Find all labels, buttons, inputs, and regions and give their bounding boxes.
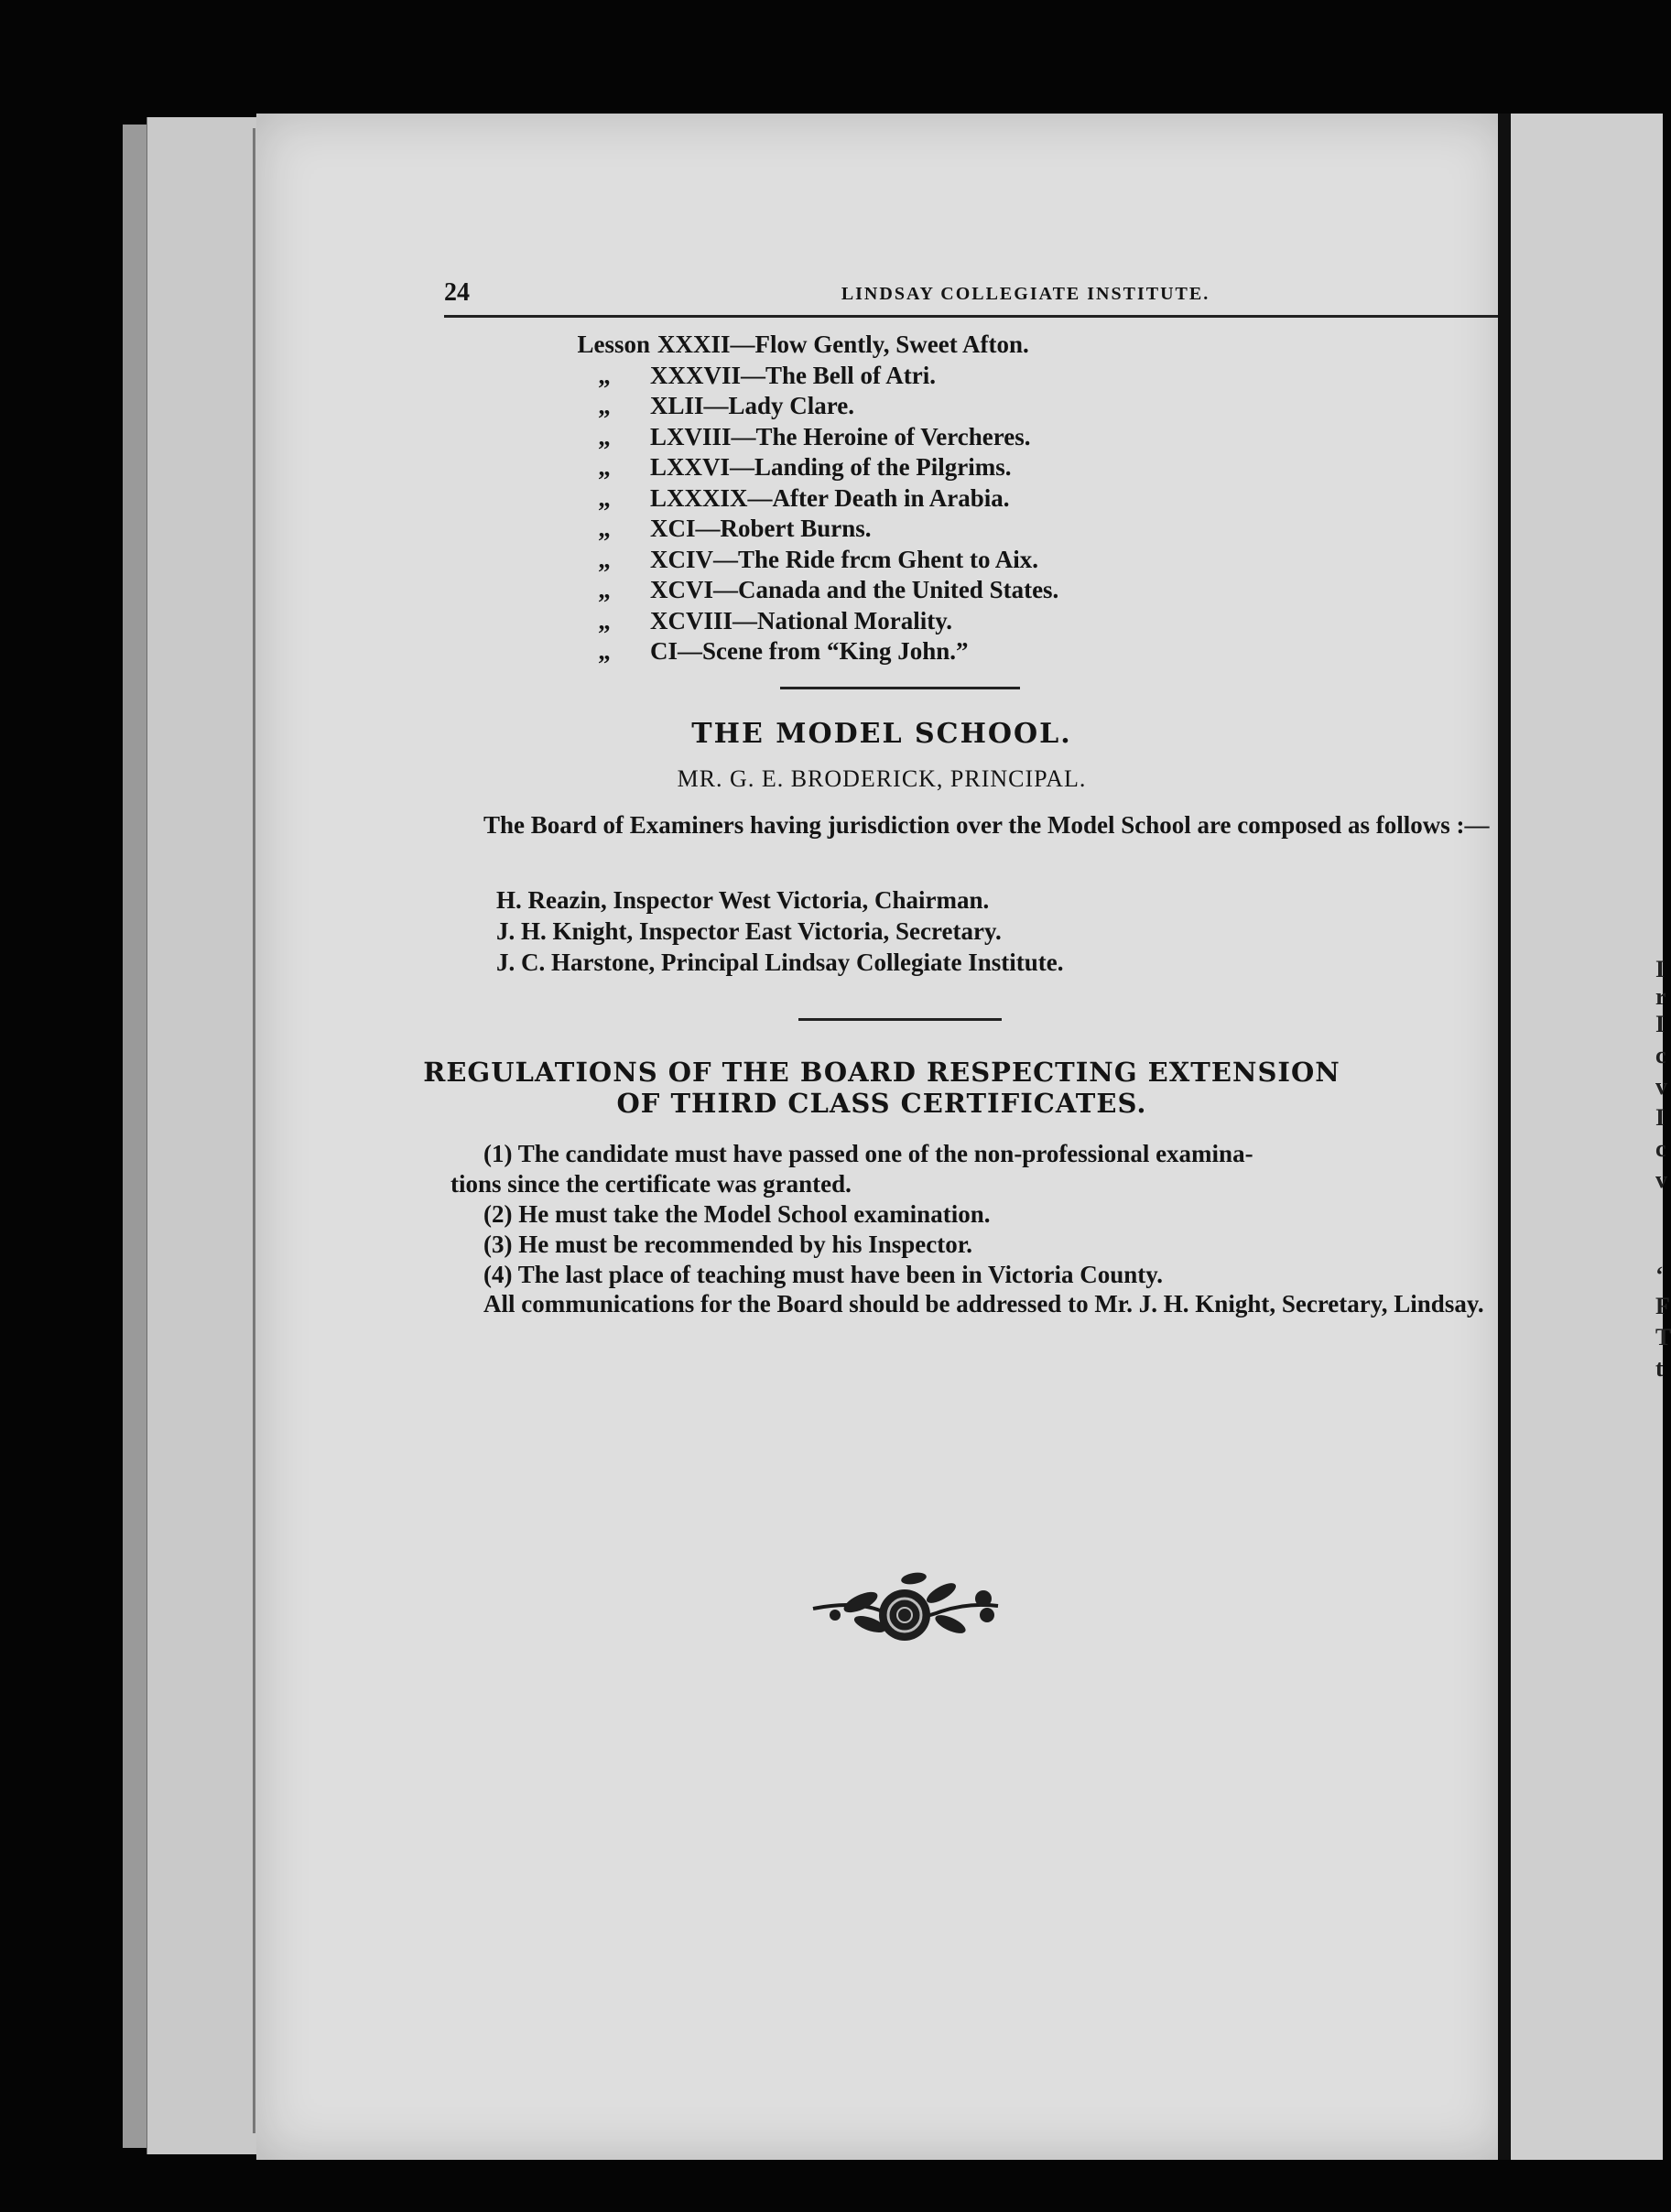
facing-page-edge <box>1511 114 1671 2160</box>
regulation-item: (3) He must be recommended by his Inspector. <box>483 1231 972 1258</box>
board-member: J. C. Harstone, Principal Lindsay Collegiate Institute. <box>496 949 1064 976</box>
lesson-title: LXXXIX—After Death in Arabia. <box>650 483 1010 512</box>
facing-page-fragment: F <box>1655 1293 1670 1319</box>
ditto-mark: „ <box>598 515 611 542</box>
regulations-heading <box>256 1057 1507 1119</box>
regulation-item-continued: tions since the certificate was granted. <box>450 1170 852 1198</box>
page-stack-edge-inner <box>146 117 257 2154</box>
lesson-item <box>559 575 1058 606</box>
lesson-item <box>559 422 1058 453</box>
page-stack-edge <box>123 125 148 2148</box>
page-number: 24 <box>444 278 470 307</box>
lesson-title: XCI—Robert Burns. <box>650 515 872 542</box>
lesson-item <box>559 330 1058 361</box>
facing-page-fragment: c <box>1655 1042 1666 1068</box>
regulations-heading-line: OF THIRD CLASS CERTIFICATES. <box>616 1088 1147 1119</box>
section-divider <box>780 687 1020 689</box>
regulation-item: (1) The candidate must have passed one of the non-professional examina- <box>483 1140 1253 1167</box>
regulations-list <box>450 1139 1613 1290</box>
closing-paragraph: All communications for the Board should be addressed to Mr. J. H. Knight, Secretary, Lindsay. <box>483 1290 1484 1317</box>
lesson-item <box>559 483 1058 515</box>
ditto-mark: „ <box>598 361 611 389</box>
page-fold-line <box>253 128 255 2133</box>
ditto-mark: „ <box>598 606 611 634</box>
ditto-mark: „ <box>598 637 611 665</box>
lesson-prefix: Lesson <box>577 331 650 358</box>
ditto-mark: „ <box>598 576 611 603</box>
lesson-item <box>559 452 1058 483</box>
facing-page-fragment: I <box>1655 956 1666 982</box>
ditto-mark: „ <box>598 545 611 573</box>
lesson-title: CI—Scene from “King John.” <box>650 637 969 665</box>
regulations-heading-line: REGULATIONS OF THE BOARD RESPECTING EXTENSION <box>423 1057 1340 1088</box>
facing-page-fragment: v <box>1655 1073 1667 1100</box>
facing-page-fragment: I <box>1655 1011 1666 1037</box>
lesson-item <box>559 391 1058 422</box>
principal-line: MR. G. E. BRODERICK, PRINCIPAL. <box>677 765 1087 792</box>
lesson-title: LXXVI—Landing of the Pilgrims. <box>650 453 1012 481</box>
lesson-item <box>559 545 1058 576</box>
lesson-title: XCVIII—National Morality. <box>650 606 952 634</box>
intro-paragraph: The Board of Examiners having jurisdiction over the Model School are composed as follows :— <box>483 811 1490 839</box>
board-member: J. H. Knight, Inspector East Victoria, Secretary. <box>496 917 1002 945</box>
facing-page-fragment: T <box>1655 1324 1671 1350</box>
ditto-mark: „ <box>598 392 611 419</box>
lesson-item <box>559 361 1058 392</box>
page-header <box>444 278 1607 318</box>
lesson-list <box>559 330 1058 667</box>
regulation-item: (4) The last place of teaching must have been in Victoria County. <box>483 1261 1163 1288</box>
section-divider <box>798 1018 1002 1021</box>
facing-page-fragment: t <box>1655 1355 1664 1382</box>
facing-page-fragment: r <box>1655 983 1666 1010</box>
lesson-title: LXVIII—The Heroine of Vercheres. <box>650 422 1031 450</box>
regulation-item: (2) He must take the Model School examination. <box>483 1200 991 1228</box>
lesson-item <box>559 514 1058 545</box>
facing-page-fragment: v <box>1655 1166 1667 1193</box>
facing-page-fragment: ‘ <box>1655 1262 1664 1288</box>
ditto-mark: „ <box>598 483 611 512</box>
board-member: H. Reazin, Inspector West Victoria, Chairman. <box>496 886 990 914</box>
lesson-title: XXXII—Flow Gently, Sweet Afton. <box>657 331 1029 358</box>
rose-ornament-icon <box>804 1558 1005 1659</box>
lesson-title: XXXVII—The Bell of Atri. <box>650 361 936 389</box>
lesson-item <box>559 606 1058 637</box>
facing-page-fragment: I <box>1655 1104 1666 1131</box>
lesson-item <box>559 636 1058 667</box>
ditto-mark: „ <box>598 422 611 450</box>
facing-page-fragment: c <box>1655 1135 1666 1162</box>
lesson-title: XLII—Lady Clare. <box>650 392 855 419</box>
lesson-title: XCIV—The Ride frcm Ghent to Aix. <box>650 545 1038 573</box>
section-heading: THE MODEL SCHOOL. <box>691 718 1072 750</box>
page-gutter <box>1498 114 1511 2160</box>
ditto-mark: „ <box>598 453 611 481</box>
book-page <box>256 114 1507 2160</box>
running-head: LINDSAY COLLEGIATE INSTITUTE. <box>841 284 1210 304</box>
lesson-title: XCVI—Canada and the United States. <box>650 576 1059 603</box>
board-members <box>496 884 1064 978</box>
